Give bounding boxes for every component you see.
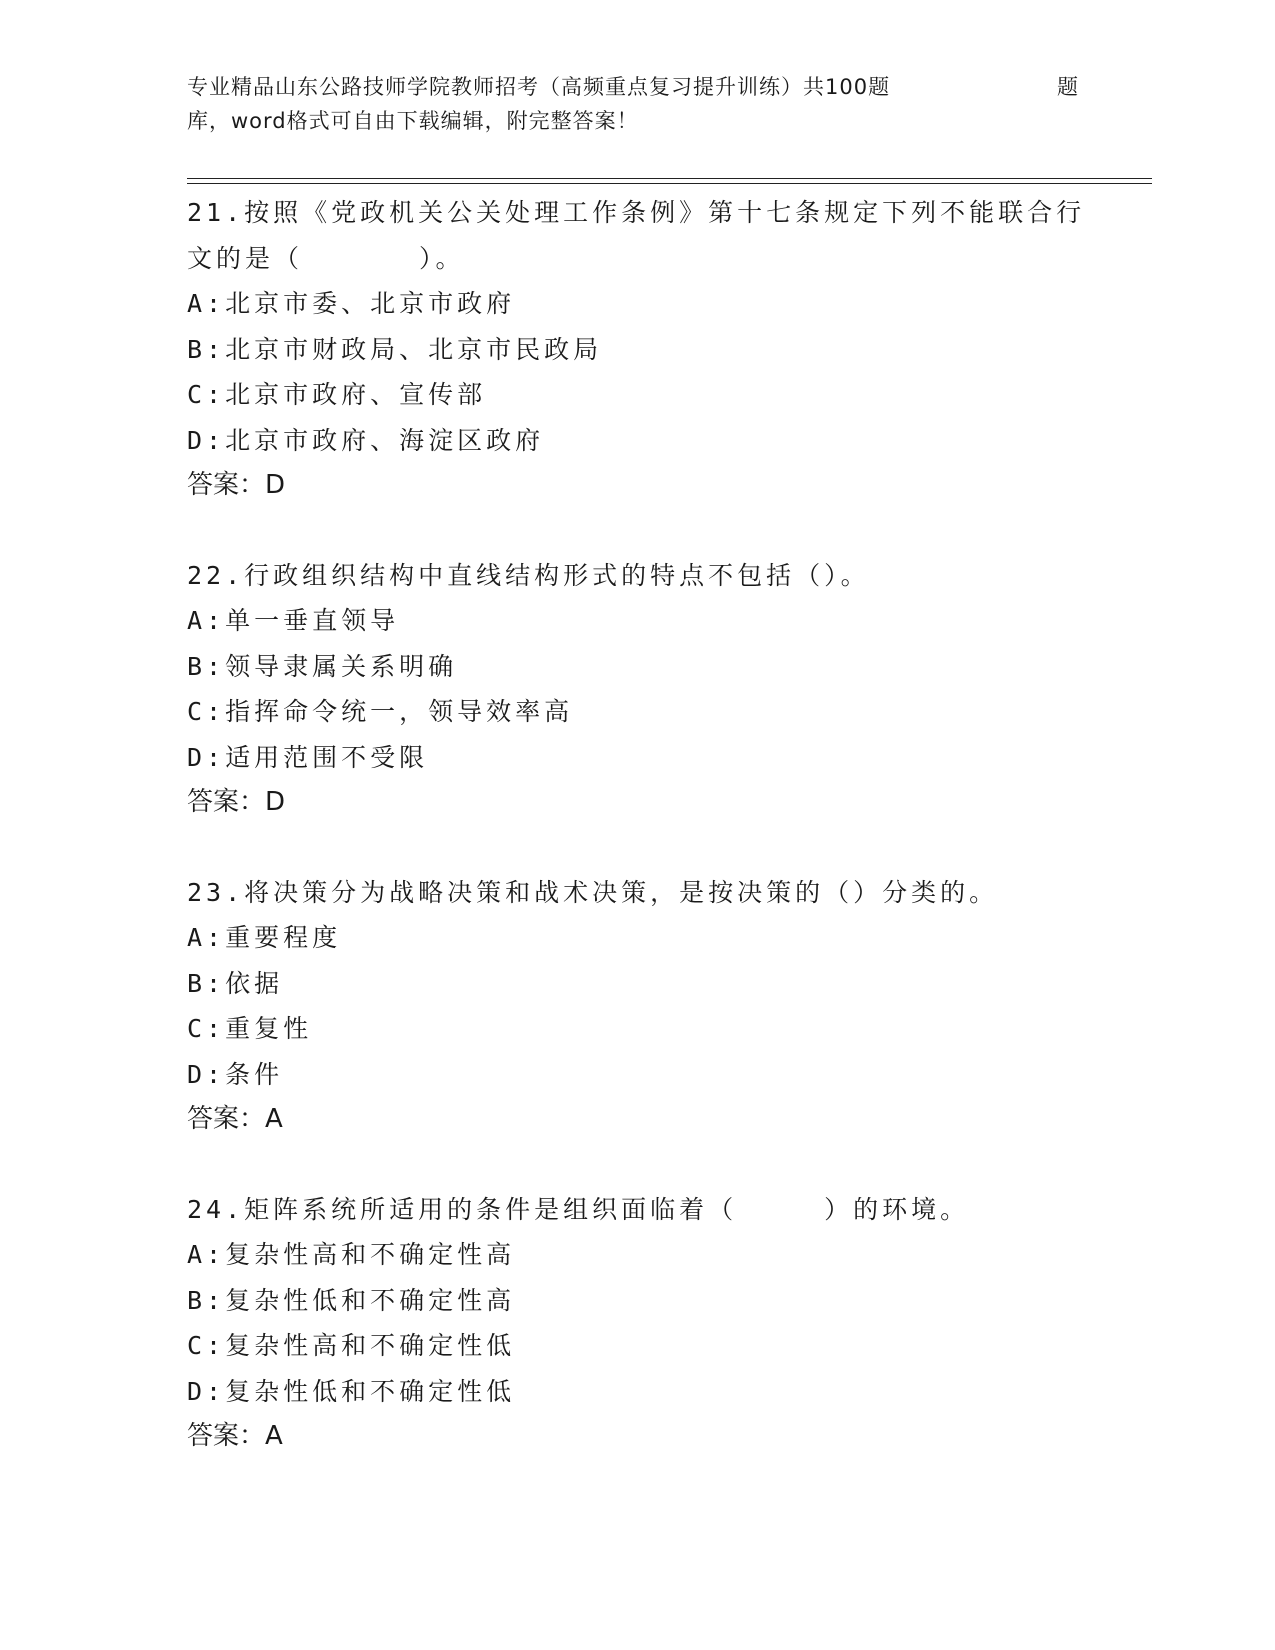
header-line-1 [187,70,1087,104]
option-a: A:重要程度 [187,923,342,952]
answer-line: 答案：D [187,470,286,500]
option-b: B:依据 [187,968,284,998]
option-c: C:指挥命令统一，领导效率高 [187,697,574,726]
header-line-1-text: 专业精品山东公路技师学院教师招考（高频重点复习提升训练）共100题 [187,75,891,99]
header-line-2: 库，word格式可自由下载编辑，附完整答案！ [187,109,639,133]
question-stem-line: 22.行政组织结构中直线结构形式的特点不包括（）。 [187,560,870,590]
option-a: A:北京市委、北京市政府 [187,289,516,318]
option-c: C:复杂性高和不确定性低 [187,1331,516,1360]
option-d: D:适用范围不受限 [187,742,429,772]
option-a: A:复杂性高和不确定性高 [187,1240,516,1269]
option-d: D:复杂性低和不确定性低 [187,1376,516,1406]
question-list [187,190,1087,1460]
question-stem-line: 23.将决策分为战略决策和战术决策，是按决策的（）分类的。 [187,877,999,907]
question-22 [187,553,1087,826]
option-b: B:复杂性低和不确定性高 [187,1285,516,1315]
option-d: D:条件 [187,1059,284,1089]
question-24 [187,1187,1087,1460]
header-divider-top [187,178,1152,179]
option-d: D:北京市政府、海淀区政府 [187,425,545,455]
answer-line: 答案：D [187,787,286,817]
question-stem-line: 24.矩阵系统所适用的条件是组织面临着（ ）的环境。 [187,1194,970,1224]
option-a: A:单一垂直领导 [187,606,400,635]
document-header [187,70,1087,138]
option-b: B:北京市财政局、北京市民政局 [187,334,603,364]
answer-line: 答案：A [187,1104,283,1134]
option-b: B:领导隶属关系明确 [187,651,458,681]
question-21 [187,190,1087,509]
answer-line: 答案：A [187,1421,283,1451]
option-c: C:重复性 [187,1014,313,1043]
question-23 [187,870,1087,1143]
header-divider-bottom [187,183,1152,184]
question-stem-line: 21.按照《党政机关公关处理工作条例》第十七条规定下列不能联合行 [187,198,1086,227]
question-stem-line: 文的是（ ）。 [187,243,465,273]
header-line-1-tail: 题 [1057,75,1079,99]
option-c: C:北京市政府、宣传部 [187,380,487,409]
